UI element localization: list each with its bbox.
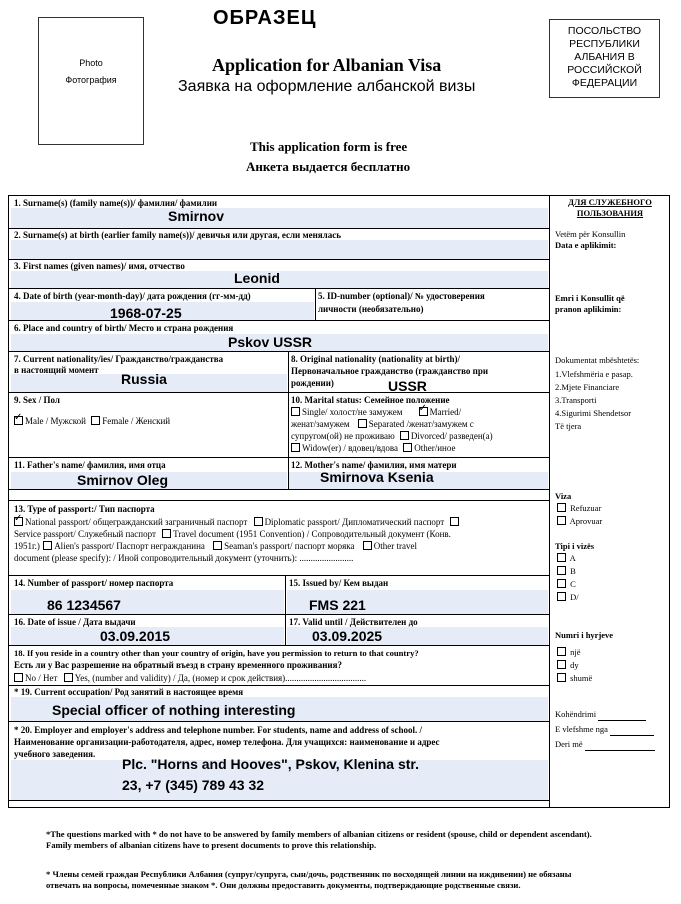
consul-name-label-2: pranon aplikimin: xyxy=(555,304,622,314)
refused-label: Refuzuar xyxy=(570,503,602,513)
double-entry-checkbox[interactable] xyxy=(557,660,566,669)
residence-permission-label-2: Есть ли у Вас разрешение на обратный въезд в страну временного проживания? xyxy=(14,660,342,670)
type-d-checkbox[interactable] xyxy=(557,592,566,601)
row-divider xyxy=(9,228,549,229)
alien-passport-label: Alien's passport/ Паспорт неграждaнина xyxy=(54,541,205,551)
embassy-line: РОССИЙСКОЙ xyxy=(567,64,642,76)
surname-at-birth-label: 2. Surname(s) at birth (earlier family name(s))/ девичья или другая, если менялась xyxy=(14,230,341,240)
father-name-value[interactable]: Smirnov Oleg xyxy=(77,472,169,488)
refused-checkbox[interactable] xyxy=(557,503,566,512)
other-marital-label: Other/иное xyxy=(414,443,456,453)
valid-from-line[interactable] xyxy=(610,724,654,736)
mother-name-value[interactable]: Smirnova Ksenia xyxy=(320,469,434,485)
diplomatic-passport-label: Diplomatic passport/ Дипломатический паспорт xyxy=(264,517,445,527)
field-fill xyxy=(11,240,548,259)
visa-type-a xyxy=(557,553,576,564)
marital-row-2 xyxy=(291,419,474,430)
row-divider xyxy=(9,489,549,490)
photo-label-en: Photo xyxy=(79,58,103,68)
supporting-docs-title: Dokumentat mbështetës: xyxy=(555,355,640,365)
sex-label: 9. Sex / Пол xyxy=(14,395,60,405)
multiple-entry-checkbox[interactable] xyxy=(557,673,566,682)
sidebar-heading xyxy=(552,197,668,219)
first-names-value[interactable]: Leonid xyxy=(234,270,280,286)
embassy-line: РЕСПУБЛИКИ xyxy=(569,38,640,50)
current-nationality-value[interactable]: Russia xyxy=(121,371,167,387)
photo-box xyxy=(38,17,144,145)
double-entry-label: dy xyxy=(570,660,579,670)
widow-label: Widow(er) / вдовец/вдова xyxy=(302,443,398,453)
row-divider xyxy=(9,575,549,576)
passport-number-label: 14. Number of passport/ номер паспорта xyxy=(14,578,174,588)
visa-type-label: Tipi i vizës xyxy=(555,541,595,551)
single-checkbox[interactable] xyxy=(291,407,300,416)
original-nationality-label-3: рождении) xyxy=(291,378,334,388)
sample-stamp: ОБРАЗЕЦ xyxy=(213,7,317,29)
first-names-label: 3. First names (given names)/ имя, отчество xyxy=(14,261,185,271)
row-divider xyxy=(9,500,549,501)
visa-approved xyxy=(557,516,602,527)
national-passport-checkbox[interactable] xyxy=(14,517,23,526)
entries-multiple xyxy=(557,673,592,684)
doc-item: 2.Mjete Financiare xyxy=(555,382,620,392)
valid-from xyxy=(555,724,654,736)
divorced-label: Divorced/ разведен(а) xyxy=(410,431,493,441)
doc-item: 3.Transporti xyxy=(555,395,597,405)
sex-options xyxy=(14,416,170,427)
supporting-docs xyxy=(555,355,639,432)
passport-row-3 xyxy=(14,541,417,552)
row-divider xyxy=(9,259,549,260)
row-divider xyxy=(9,351,549,352)
married-checkbox[interactable] xyxy=(419,407,428,416)
marital-status-label: 10. Marital status: Семейное положение xyxy=(291,395,450,405)
visa-refused xyxy=(557,503,601,514)
no-checkbox[interactable] xyxy=(14,673,23,682)
type-b-label: B xyxy=(570,566,576,576)
duration-line[interactable] xyxy=(598,709,646,721)
row-divider xyxy=(9,320,549,321)
single-entry-checkbox[interactable] xyxy=(557,647,566,656)
residence-permission-label: 18. If you reside in a country other than your country of origin, have you permission to return to that country? xyxy=(14,648,419,658)
row-divider xyxy=(9,614,549,615)
surname-label: 1. Surname(s) (family name(s))/ фамилия/ фамилии xyxy=(14,198,218,208)
row-divider xyxy=(9,685,549,686)
page-title-ru: Заявка на оформление албанской визы xyxy=(178,78,476,95)
entries-label: Numri i hyrjeve xyxy=(555,630,614,640)
valid-until-label: 17. Valid until / Действителен до xyxy=(289,617,418,627)
separated-label: Separated /женат/замужем с xyxy=(368,419,474,429)
valid-to-label: Deri më xyxy=(555,739,583,749)
sidebar-heading-line: ПОЛЬЗОВАНИЯ xyxy=(576,208,644,218)
widow-checkbox[interactable] xyxy=(291,443,300,452)
travel-document-label-2: 1951г.) xyxy=(14,541,40,551)
embassy-line: ПОСОЛЬСТВО xyxy=(567,25,642,37)
sidebar-divider xyxy=(549,195,550,808)
male-label: Male / Мужской xyxy=(25,416,86,426)
issued-by-value[interactable]: FMS 221 xyxy=(309,597,366,613)
married-label: Married/ xyxy=(429,407,462,417)
marital-row-4 xyxy=(291,443,455,454)
free-notice-ru: Анкета выдается бесплатно xyxy=(246,159,411,174)
travel-document-checkbox[interactable] xyxy=(162,529,171,538)
single-entry-label: një xyxy=(570,647,581,657)
employer-value-line1[interactable]: Plc. "Horns and Hooves", Pskov, Klenina str. xyxy=(122,756,419,772)
issued-by-label: 15. Issued by/ Кем выдан xyxy=(289,578,389,588)
approved-checkbox[interactable] xyxy=(557,516,566,525)
single-label: Single/ холост/не замужем xyxy=(302,407,403,417)
valid-until-value[interactable]: 03.09.2025 xyxy=(312,628,383,644)
type-d-label: D/ xyxy=(570,592,579,602)
no-label: No / Нет xyxy=(25,673,58,683)
married-label-2: женат/замужем xyxy=(291,419,350,429)
alien-passport-checkbox[interactable] xyxy=(43,541,52,550)
marital-row-3 xyxy=(291,431,493,442)
service-passport-label: Service passport/ Служебный паспорт xyxy=(14,529,156,539)
passport-number-value[interactable]: 86 1234567 xyxy=(47,597,121,613)
row-divider xyxy=(9,457,549,458)
female-checkbox[interactable] xyxy=(91,416,100,425)
yes-label: Yes, (number and validity) / Да, (номер и срок действия).................................... xyxy=(74,673,367,683)
entries-double xyxy=(557,660,579,671)
embassy-box xyxy=(549,19,660,98)
col-divider xyxy=(288,351,289,489)
type-c-checkbox[interactable] xyxy=(557,579,566,588)
valid-to xyxy=(555,739,655,751)
field-fill xyxy=(11,208,548,228)
current-nationality-label-2: в настоящий момент xyxy=(14,365,99,375)
original-nationality-label-2: Первоначальное гражданство (гражданство при xyxy=(291,366,489,376)
place-of-birth-label: 6. Place and country of birth/ Место и страна рождения xyxy=(14,323,234,333)
other-marital-checkbox[interactable] xyxy=(403,443,412,452)
type-c-label: C xyxy=(570,579,576,589)
employer-label: * 20. Employer and employer's address and telephone number. For students, name and address of school. / xyxy=(14,725,423,735)
visa-type-c xyxy=(557,579,576,590)
duration-label: Kohëndrimi xyxy=(555,709,597,719)
type-b-checkbox[interactable] xyxy=(557,566,566,575)
service-passport-checkbox[interactable] xyxy=(450,517,459,526)
occupation-value[interactable]: Special officer of nothing interesting xyxy=(52,702,296,718)
passport-row-2 xyxy=(14,529,451,540)
type-a-label: A xyxy=(569,553,576,563)
place-of-birth-value[interactable]: Pskov USSR xyxy=(228,334,313,350)
consul-name-label: Emri i Konsullit që xyxy=(555,293,625,303)
footnote-en: *The questions marked with * do not have to be answered by family members of albanian citizens or resident (spouse, child or dependent ascendant). Family members of albanian citizens have to present documents to prove this relationship. xyxy=(46,829,592,850)
id-number-label: 5. ID-number (optional)/ № удостоверения xyxy=(318,291,485,301)
embassy-line: ФЕДЕРАЦИИ xyxy=(571,77,638,89)
seaman-passport-checkbox[interactable] xyxy=(213,541,222,550)
row-divider xyxy=(9,645,549,646)
col-divider xyxy=(315,288,316,320)
visa-type-d xyxy=(557,592,579,603)
father-name-label: 11. Father's name/ фамилия, имя отца xyxy=(14,460,166,470)
date-of-issue-label: 16. Date of issue / Дата выдачи xyxy=(14,617,136,627)
seaman-passport-label: Seaman's passport/ паспорт моряка xyxy=(224,541,355,551)
embassy-line: АЛБАНИЯ В xyxy=(574,51,635,63)
multiple-entry-label: shumë xyxy=(570,673,593,683)
female-label: Female / Женский xyxy=(102,416,171,426)
passport-type-label: 13. Type of passport:/ Тип паспорта xyxy=(14,504,155,514)
residence-options xyxy=(14,673,366,684)
row-divider xyxy=(9,800,549,801)
other-document-checkbox[interactable] xyxy=(363,541,372,550)
separated-checkbox[interactable] xyxy=(358,419,367,428)
passport-row-4: document (please specify): / Иной сопроводительный документ (уточнить): ........................ xyxy=(14,553,354,563)
date-of-issue-value[interactable]: 03.09.2015 xyxy=(100,628,171,644)
mother-name-label: 12. Mother's name/ фамилия, имя матери xyxy=(291,460,457,470)
separated-label-2: супругом(ой) не проживаю xyxy=(291,431,395,441)
original-nationality-label: 8. Original nationality (nationality at birth)/ xyxy=(291,354,461,364)
sidebar-heading-line: ДЛЯ СЛУЖЕБНОГО xyxy=(568,197,652,207)
current-nationality-label: 7. Current nationality/ies/ Гражданство/гражданства xyxy=(14,354,224,364)
row-divider xyxy=(9,392,549,393)
date-of-birth-label: 4. Date of birth (year-month-day)/ дата рождения (гг-мм-дд) xyxy=(14,291,251,301)
national-passport-label: National passport/ общегражданский заграничный паспорт xyxy=(25,517,248,527)
row-divider xyxy=(9,288,549,289)
original-nationality-value[interactable]: USSR xyxy=(388,378,427,394)
visa-label: Viza xyxy=(555,491,572,501)
consul-only: Vetëm për Konsullin xyxy=(555,229,626,239)
marital-row-1 xyxy=(291,407,461,418)
free-notice-en: This application form is free xyxy=(250,139,408,154)
application-date-label: Data e aplikimit: xyxy=(555,240,617,250)
col-divider xyxy=(285,575,286,645)
diplomatic-passport-checkbox[interactable] xyxy=(254,517,263,526)
footnote-ru: * Члены семей граждан Республики Албания (супруг/супруга, сын/дочь, родственник по восходящей линии на иждивении) не обязаны отвечать на вопросы, помеченные знаком *. Они должны предоставить документы, подтверждающие родственные связи. xyxy=(46,869,572,890)
travel-document-label: Travel document (1951 Convention) / Сопроводительный документ (Конв. xyxy=(173,529,451,539)
id-number-label-2: личности (необязательно) xyxy=(318,304,424,314)
doc-item: 1.Vlefshmëria e pasap. xyxy=(555,369,633,379)
duration-of-stay xyxy=(555,709,646,721)
page-title-en: Application for Albanian Visa xyxy=(212,55,442,75)
employer-label-3: учебного заведения. xyxy=(14,749,96,759)
date-of-birth-value[interactable]: 1968-07-25 xyxy=(110,305,182,321)
valid-from-label: E vlefshme nga xyxy=(555,724,608,734)
male-checkbox[interactable] xyxy=(14,416,23,425)
doc-item: 4.Sigurimi Shendetsor xyxy=(555,408,632,418)
row-divider xyxy=(9,721,549,722)
surname-value[interactable]: Smirnov xyxy=(168,208,225,224)
occupation-label: * 19. Current occupation/ Род занятий в настоящее время xyxy=(14,687,244,697)
passport-row-1 xyxy=(14,517,461,528)
valid-to-line[interactable] xyxy=(585,739,655,751)
visa-type-b xyxy=(557,566,576,577)
photo-label-ru: Фотография xyxy=(65,75,117,85)
divorced-checkbox[interactable] xyxy=(400,431,409,440)
entries-single xyxy=(557,647,581,658)
doc-item: Të tjera xyxy=(555,421,582,431)
other-document-label: Other travel xyxy=(373,541,418,551)
employer-value-line2[interactable]: 23, +7 (345) 789 43 32 xyxy=(122,777,265,793)
yes-checkbox[interactable] xyxy=(64,673,73,682)
approved-label: Aprovuar xyxy=(569,516,603,526)
type-a-checkbox[interactable] xyxy=(557,553,566,562)
employer-label-2: Наименование организации-работодателя, адрес, номер телефона. Для учащихся: наименование и адрес xyxy=(14,737,440,747)
